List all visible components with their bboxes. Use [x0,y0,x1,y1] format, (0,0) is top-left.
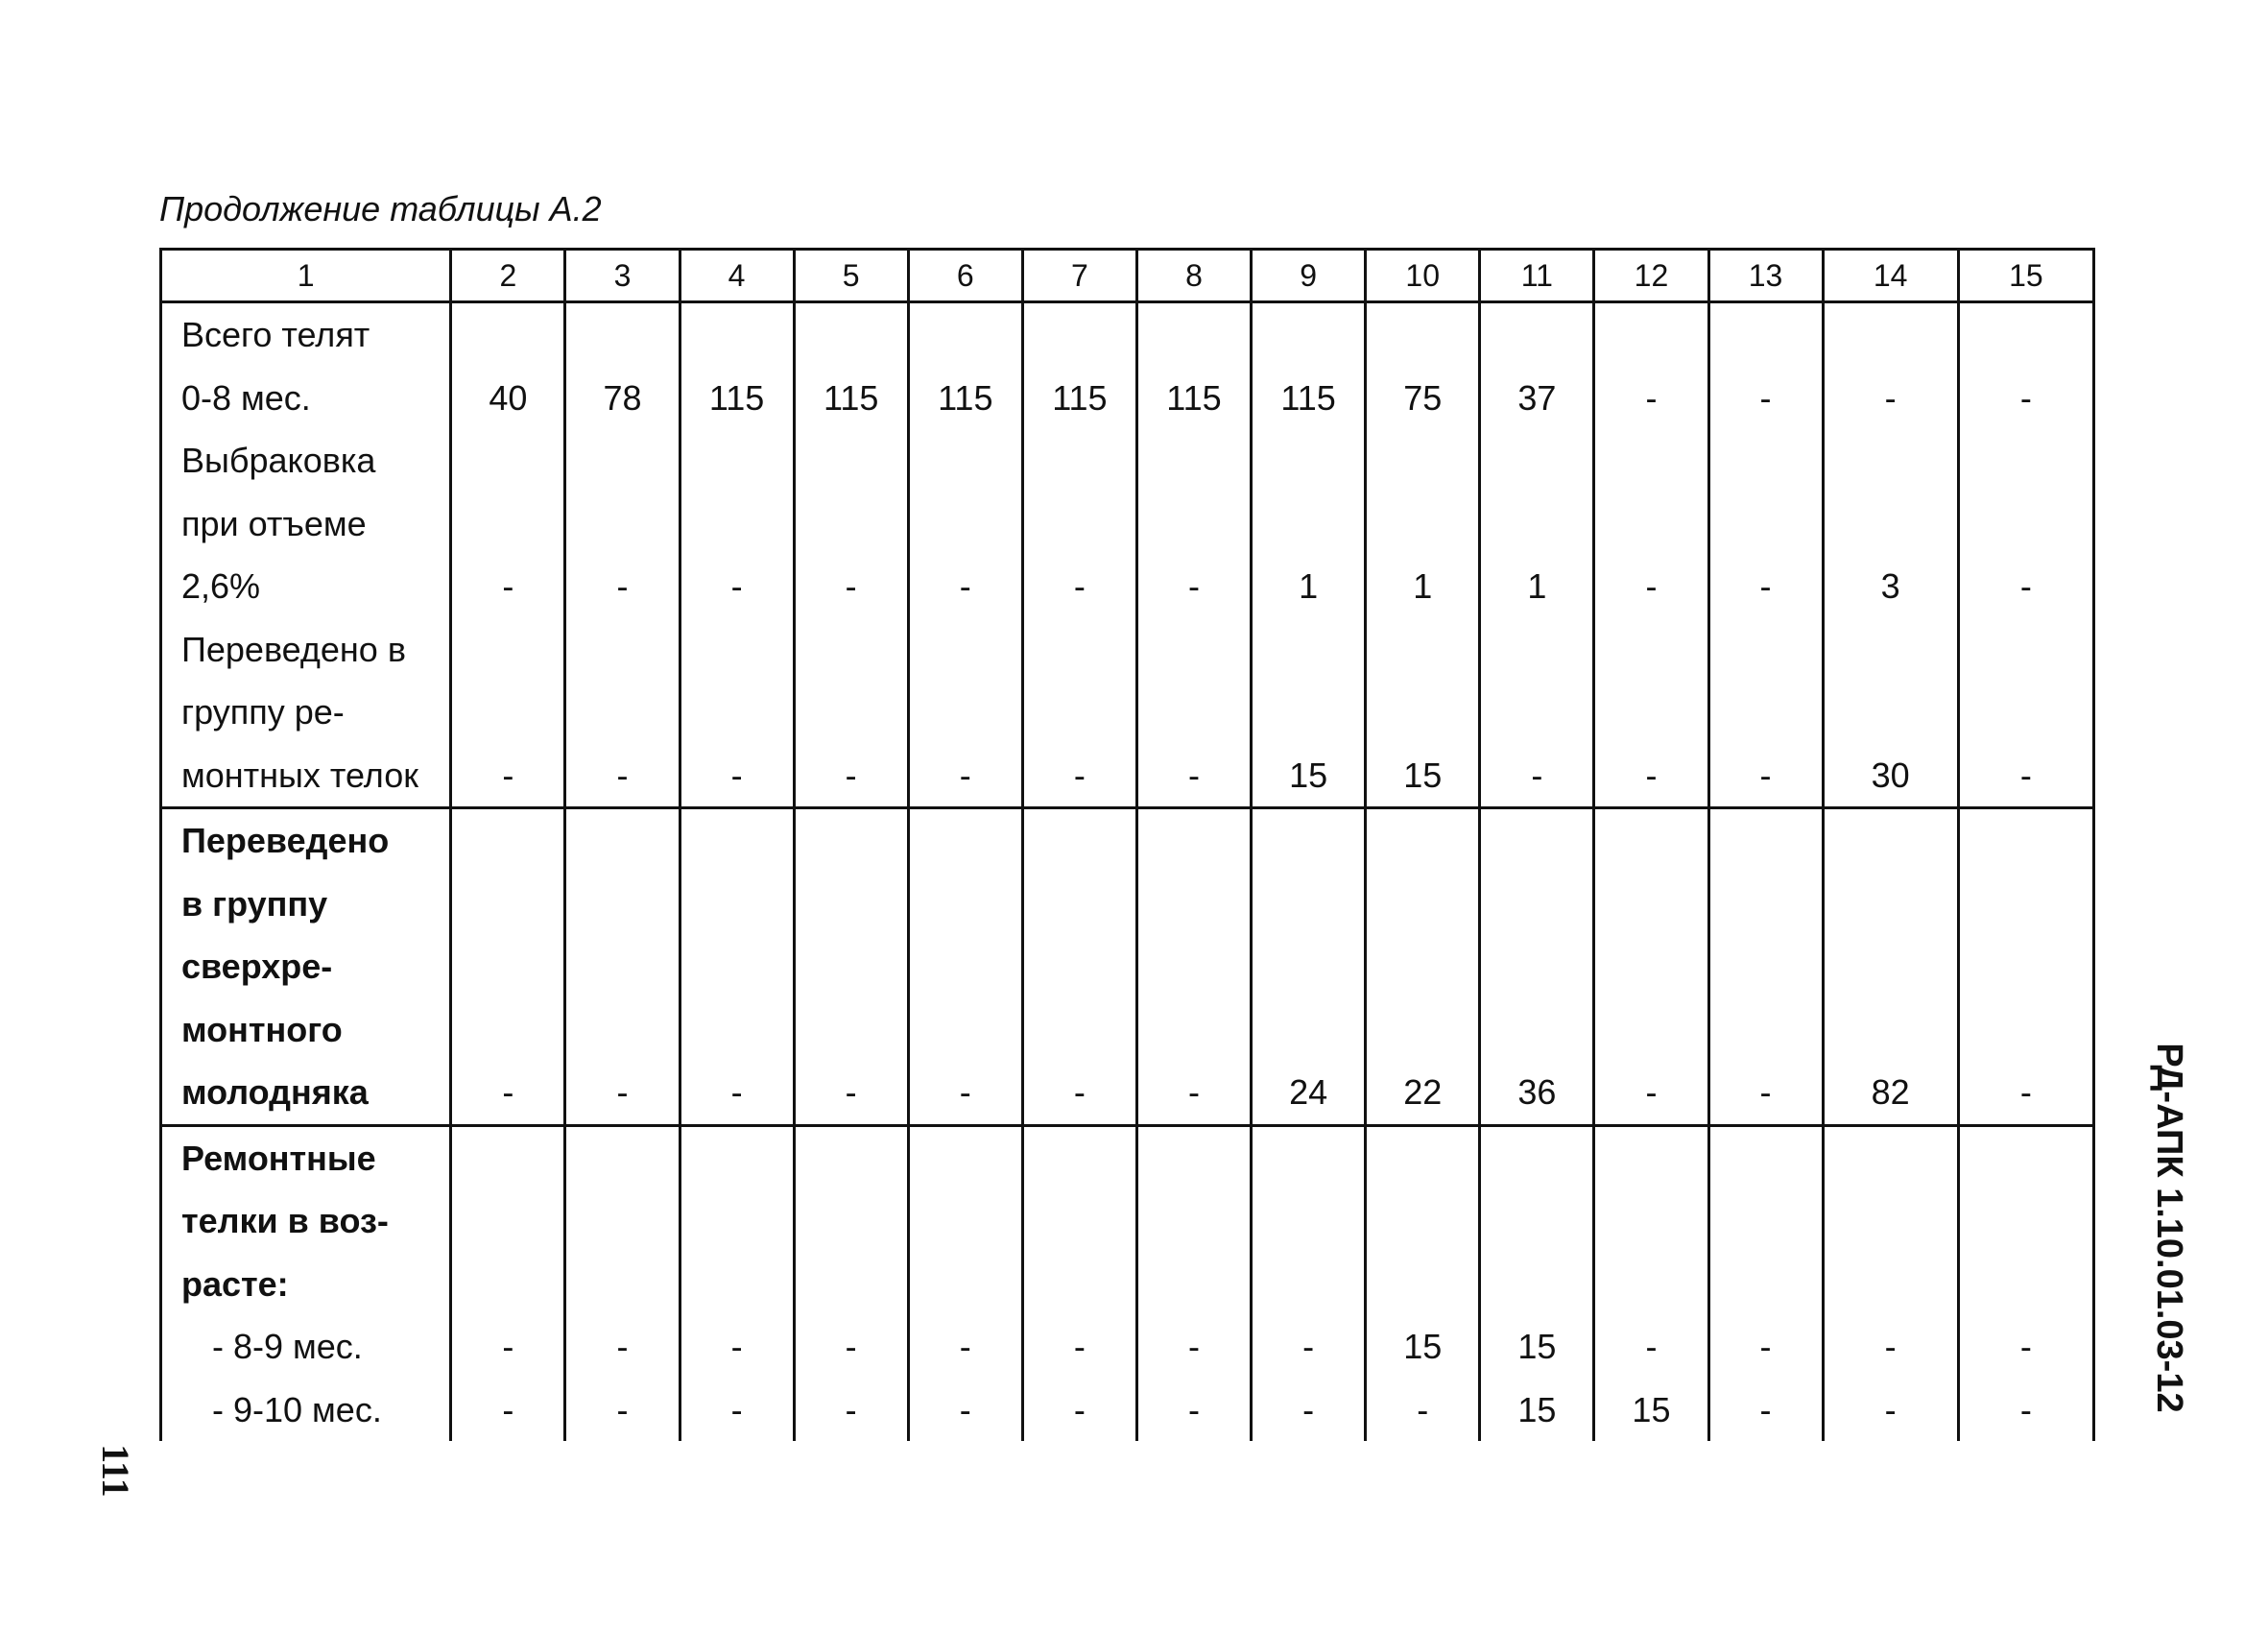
table-cell: - [565,618,680,808]
table-cell: - [1594,429,1708,618]
table-cell: - [794,618,908,808]
table-cell: - [565,1125,680,1379]
row-label-line: Ремонтные [181,1138,376,1178]
table-cell: 15 [1480,1125,1594,1379]
table-cell: - [565,429,680,618]
column-number: 14 [1823,250,1958,302]
table-cell: - [794,429,908,618]
table-cell: - [908,429,1022,618]
row-label-line: расте: [181,1263,289,1304]
row-label [161,618,451,808]
row-label-line: Всего телят [181,315,370,354]
table-cell: - [1594,618,1708,808]
table-cell: - [794,1125,908,1379]
row-label-line: телки в воз- [181,1201,389,1240]
table-cell: - [1708,808,1823,1126]
table-cell: - [1022,429,1136,618]
table-cell: - [1136,429,1251,618]
table-cell: - [1022,1125,1136,1379]
row-label-line: монтного [181,1009,343,1049]
table-cell: - [1136,1125,1251,1379]
table-cell: - [1136,1379,1251,1442]
table-cell: - [1823,1125,1958,1379]
column-number: 5 [794,250,908,302]
table-cell: 1 [1252,429,1366,618]
table-cell: 115 [1136,302,1251,430]
column-number-row [161,250,2094,302]
document-id: РД-АПК 1.10.01.03-12 [2149,1043,2189,1413]
table-cell: 15 [1594,1379,1708,1442]
table-cell: - [1022,1379,1136,1442]
row-label-line: монтных телок [181,755,418,795]
table-cell: 15 [1366,618,1480,808]
column-number: 12 [1594,250,1708,302]
row-label-line: Переведено [181,821,390,860]
table-cell: 3 [1823,429,1958,618]
table-cell: - [1366,1379,1480,1442]
row-label [161,1125,451,1379]
table-cell: 15 [1366,1125,1480,1379]
table-cell: - [451,429,565,618]
table-cell: - [908,808,1022,1126]
table-cell: - [1958,1379,2093,1442]
table-cell: - [908,1125,1022,1379]
table-cell: - [680,429,794,618]
row-label-line: Переведено в [181,629,406,669]
table-cell: - [680,1379,794,1442]
table-cell: - [1958,302,2093,430]
table-cell: - [680,618,794,808]
table-row [161,302,2094,430]
table-cell: - [1594,1125,1708,1379]
table-cell: - [1708,618,1823,808]
table-caption: Продолжение таблицы А.2 [159,189,602,228]
table-cell: - [1823,302,1958,430]
table-cell: - [1958,808,2093,1126]
table-row [161,808,2094,1126]
table-cell: - [1708,1379,1823,1442]
row-label [161,302,451,430]
table-cell: - [1958,618,2093,808]
table-cell: - [1708,429,1823,618]
page-number: 111 [94,1444,137,1498]
row-label-line: 2,6% [181,566,261,606]
table-cell: 15 [1480,1379,1594,1442]
table-cell: - [451,1379,565,1442]
table-cell: 82 [1823,808,1958,1126]
column-number: 11 [1480,250,1594,302]
table-cell: - [1022,808,1136,1126]
table-cell: - [565,808,680,1126]
table-row [161,429,2094,618]
table-cell: - [1958,429,2093,618]
row-label-line: при отъеме [181,503,367,543]
table-cell: - [1136,808,1251,1126]
row-label [161,429,451,618]
table-cell: - [794,808,908,1126]
table-cell: - [565,1379,680,1442]
row-label-line: - 9-10 мес. [212,1389,382,1429]
table-cell: 115 [680,302,794,430]
column-number: 2 [451,250,565,302]
table-cell: - [1823,1379,1958,1442]
row-label [161,1379,451,1442]
table-cell: 75 [1366,302,1480,430]
table-cell: - [451,808,565,1126]
column-number: 7 [1022,250,1136,302]
table-cell: - [1136,618,1251,808]
table-row [161,1379,2094,1442]
table-cell: 115 [908,302,1022,430]
column-number: 8 [1136,250,1251,302]
table-cell: 37 [1480,302,1594,430]
column-number: 6 [908,250,1022,302]
table-cell: 30 [1823,618,1958,808]
row-label-line: 0-8 мес. [181,377,311,418]
table-cell: 115 [1022,302,1136,430]
table-cell: - [451,1125,565,1379]
data-table [159,248,2095,1441]
row-label-line: - 8-9 мес. [212,1327,363,1366]
column-number: 15 [1958,250,2093,302]
column-number: 4 [680,250,794,302]
column-number: 3 [565,250,680,302]
table-cell: - [1022,618,1136,808]
table-cell: 22 [1366,808,1480,1126]
table-cell: - [908,1379,1022,1442]
table-cell: - [1594,302,1708,430]
table-cell: 1 [1366,429,1480,618]
table-cell: - [1252,1379,1366,1442]
table-cell: 40 [451,302,565,430]
table-cell: 24 [1252,808,1366,1126]
table-cell: - [451,618,565,808]
table-cell: - [1708,302,1823,430]
row-label [161,808,451,1126]
table-row [161,1125,2094,1379]
table-cell: 1 [1480,429,1594,618]
column-number: 13 [1708,250,1823,302]
table-cell: 15 [1252,618,1366,808]
table-cell: - [680,808,794,1126]
table-cell: - [1594,808,1708,1126]
table-cell: - [908,618,1022,808]
row-label-line: сверхре- [181,947,333,986]
row-label-line: молодняка [181,1072,369,1112]
table-cell: - [680,1125,794,1379]
table-cell: - [1252,1125,1366,1379]
table-cell: 115 [794,302,908,430]
row-label-line: в группу [181,883,328,924]
table-cell: - [794,1379,908,1442]
table-cell: - [1480,618,1594,808]
column-number: 9 [1252,250,1366,302]
column-number: 1 [161,250,451,302]
table-cell: 78 [565,302,680,430]
table-row [161,618,2094,808]
table-cell: - [1958,1125,2093,1379]
row-label-line: Выбраковка [181,441,376,480]
table-cell: 115 [1252,302,1366,430]
row-label-line: группу ре- [181,692,345,732]
column-number: 10 [1366,250,1480,302]
table-cell: 36 [1480,808,1594,1126]
table-cell: - [1708,1125,1823,1379]
